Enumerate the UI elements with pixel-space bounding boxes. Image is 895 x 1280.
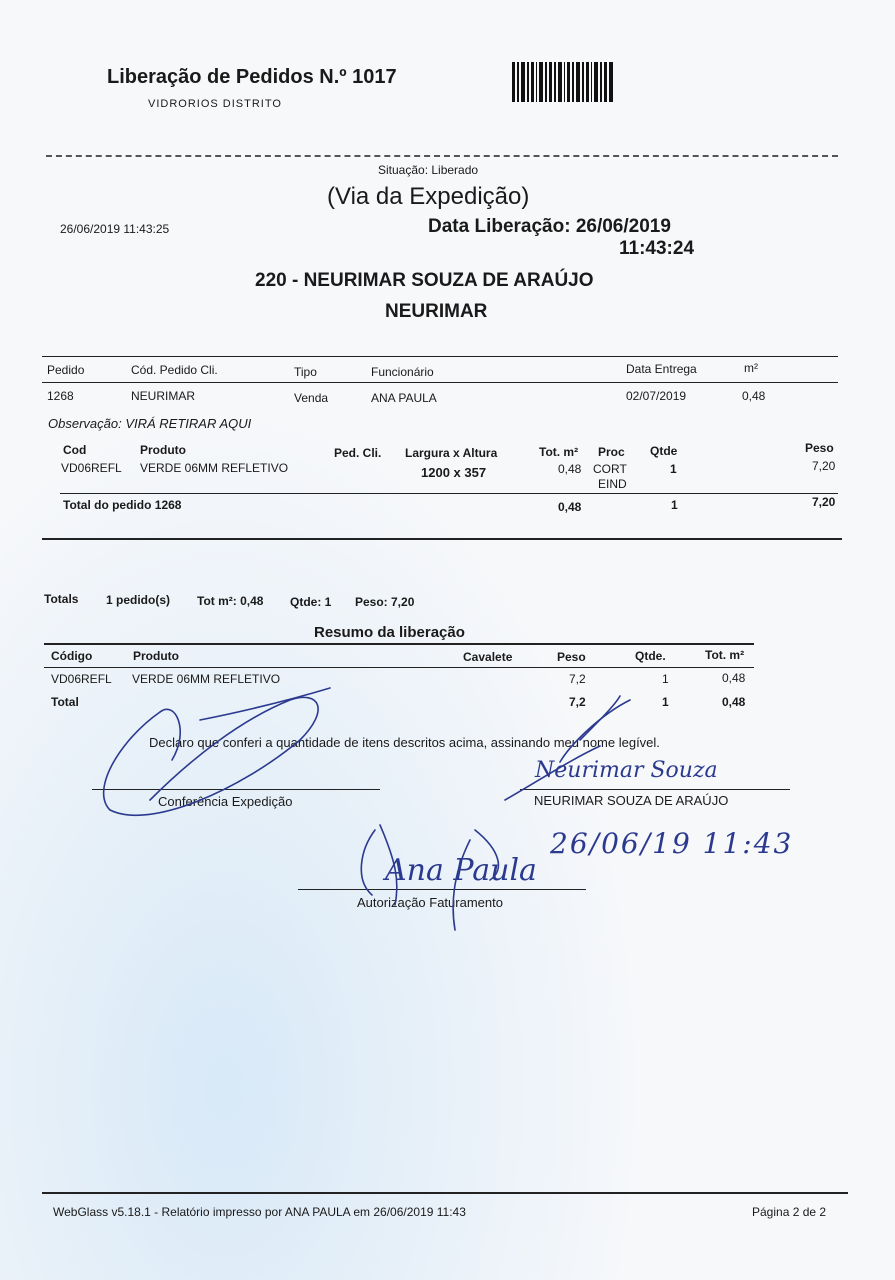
resumo-col-tot-m2: Tot. m² [705, 648, 745, 662]
footer-line [42, 1192, 848, 1194]
resumo-row-produto: VERDE 06MM REFLETIVO [132, 672, 281, 686]
item-col-qtde: Qtde [650, 444, 678, 458]
item-col-cod: Cod [63, 443, 87, 457]
col-tipo: Tipo [294, 365, 317, 379]
item-qtde: 1 [670, 462, 677, 476]
order-cod-pedido: NEURIMAR [131, 389, 196, 403]
item-col-proc: Proc [598, 445, 625, 459]
item-col-peso: Peso [805, 441, 834, 455]
handwritten-name-ana-paula: Ana Paula [385, 853, 537, 888]
resumo-title: Resumo da liberação [314, 624, 465, 641]
col-pedido: Pedido [47, 363, 85, 377]
col-cod-pedido: Cód. Pedido Cli. [131, 363, 218, 377]
data-liberacao-time: 11:43:24 [619, 238, 695, 259]
via: (Via da Expedição) [327, 183, 530, 210]
conferencia-label: Conferência Expedição [158, 794, 293, 809]
cliente-signature-label: NEURIMAR SOUZA DE ARAÚJO [534, 793, 729, 808]
order-total-qtde: 1 [671, 498, 678, 512]
order-data-entrega: 02/07/2019 [626, 389, 687, 403]
resumo-col-cavalete: Cavalete [463, 650, 513, 664]
print-timestamp: 26/06/2019 11:43:25 [60, 222, 170, 236]
order-pedido: 1268 [47, 389, 74, 403]
item-dim: 1200 x 357 [421, 465, 487, 480]
item-tot-m2: 0,48 [558, 462, 582, 476]
situacao: Situação: Liberado [378, 163, 479, 177]
resumo-row-codigo: VD06REFL [51, 672, 112, 686]
observacao-label: Observação: [48, 416, 122, 431]
handwritten-date: 26/06/19 11:43 [550, 827, 794, 860]
order-tipo: Venda [294, 391, 329, 405]
resumo-col-qtde: Qtde. [635, 649, 666, 663]
col-funcionario: Funcionário [371, 365, 434, 379]
col-data-entrega: Data Entrega [626, 362, 697, 376]
resumo-row-qtde: 1 [662, 672, 669, 686]
resumo-total-tot-m2: 0,48 [722, 695, 746, 709]
col-m2: m² [744, 361, 758, 375]
resumo-col-produto: Produto [133, 649, 179, 663]
resumo-col-peso: Peso [557, 650, 586, 664]
footer-right: Página 2 de 2 [752, 1205, 827, 1219]
resumo-row-peso: 7,2 [569, 672, 586, 686]
totals-qtde: Qtde: 1 [290, 595, 332, 609]
resumo-col-codigo: Código [51, 649, 93, 663]
company-name: VIDRORIOS DISTRITO [148, 98, 282, 110]
footer-left: WebGlass v5.18.1 - Relatório impresso por ANA PAULA em 26/06/2019 11:43 [53, 1205, 466, 1219]
cliente: 220 - NEURIMAR SOUZA DE ARAÚJO [255, 270, 594, 291]
totals-tot-m2: Tot m²: 0,48 [197, 594, 264, 608]
autorizacao-label: Autorização Faturamento [357, 895, 503, 910]
item-col-produto: Produto [140, 443, 186, 457]
item-produto: VERDE 06MM REFLETIVO [140, 461, 289, 475]
order-total-label: Total do pedido 1268 [63, 498, 182, 512]
resumo-total-qtde: 1 [662, 695, 669, 709]
cliente-nome: NEURIMAR [385, 301, 488, 322]
totals-pedidos: 1 pedido(s) [106, 593, 171, 607]
resumo-row-tot-m2: 0,48 [722, 671, 746, 685]
order-funcionario: ANA PAULA [371, 391, 437, 405]
declaracao: Declaro que conferi a quantidade de itens descritos acima, assinando meu nome legível. [149, 735, 660, 750]
order-m2: 0,48 [742, 389, 766, 403]
handwritten-name-neurimar: Neurimar Souza [535, 758, 718, 783]
item-proc-2: EIND [598, 477, 627, 491]
document-title: Liberação de Pedidos N.º 1017 [107, 66, 397, 88]
order-total-m2: 0,48 [558, 500, 582, 514]
observacao-text: VIRÁ RETIRAR AQUI [125, 416, 252, 431]
item-col-dim: Largura x Altura [405, 446, 498, 460]
totals-peso: Peso: 7,20 [355, 595, 415, 609]
order-total-peso: 7,20 [812, 495, 836, 509]
item-col-tot-m2: Tot. m² [539, 445, 579, 459]
item-cod: VD06REFL [61, 461, 122, 475]
item-peso: 7,20 [812, 459, 836, 473]
totals-label: Totals [44, 592, 79, 606]
item-proc-1: CORT [593, 462, 627, 476]
data-liberacao: Data Liberação: 26/06/2019 [428, 216, 671, 237]
resumo-total-peso: 7,2 [569, 695, 586, 709]
item-col-ped-cli: Ped. Cli. [334, 446, 382, 460]
resumo-total-label: Total [51, 695, 79, 709]
